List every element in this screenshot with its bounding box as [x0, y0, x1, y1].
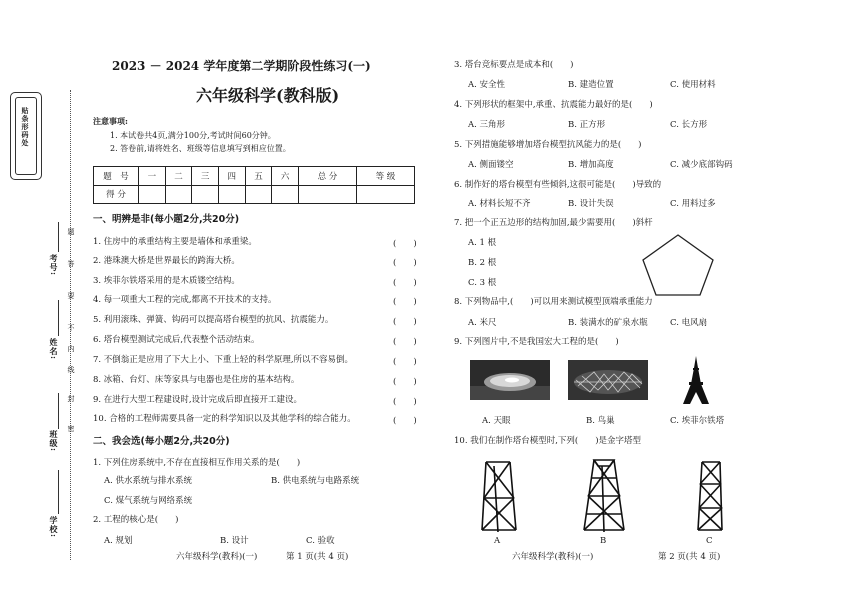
seal-word-5: 内 [67, 345, 75, 353]
r-q5-option-b[interactable]: B. 增加高度 [568, 160, 614, 170]
r-q3-option-b[interactable]: B. 建造位置 [568, 80, 614, 90]
s1-answer-5[interactable]: ( ) [393, 317, 417, 327]
score-cell[interactable] [192, 185, 219, 204]
s1-answer-2[interactable]: ( ) [393, 258, 417, 268]
r-q5-option-a[interactable]: A. 侧面镂空 [468, 160, 514, 170]
s1-question-5: 5. 利用滚珠、弹簧、钩码可以提高塔台模型的抗风、抗震能力。 [93, 315, 334, 325]
exam-no-line[interactable] [58, 222, 59, 252]
s1-answer-3[interactable]: ( ) [393, 278, 417, 288]
score-cell[interactable] [218, 185, 245, 204]
s2-q2-stem: 2. 工程的核心是( ) [93, 515, 179, 525]
s2-q1-option-b[interactable]: B. 供电系统与电路系统 [271, 476, 360, 486]
name-line[interactable] [58, 300, 59, 336]
s2-q1-stem: 1. 下列住房系统中,不存在直接相互作用关系的是( ) [93, 458, 301, 468]
exam-title: 2023 － 2024 学年度第二学期阶段性练习(一) [112, 59, 371, 73]
seal-word-2: 答 [67, 260, 75, 268]
r-q7-stem: 7. 把一个正五边形的结构加固,最少需要用( )斜杆 [454, 218, 653, 228]
exam-subtitle: 六年级科学(教科版) [196, 86, 340, 105]
s2-q2-option-b[interactable]: B. 设计 [220, 536, 249, 546]
seal-word-6: 线 [67, 366, 75, 374]
score-cell[interactable] [356, 185, 414, 204]
r-q3-option-c[interactable]: C. 使用材料 [670, 80, 716, 90]
eiffel-tower-photo [676, 354, 716, 406]
school-line[interactable] [58, 470, 59, 514]
r-q7-option-c[interactable]: C. 3 根 [468, 278, 497, 288]
seal-word-4: 不 [67, 324, 75, 332]
score-header-cell: 二 [165, 167, 192, 186]
s1-answer-7[interactable]: ( ) [393, 357, 417, 367]
r-q3-stem: 3. 塔台竞标要点是成本和( ) [454, 60, 574, 70]
s1-question-2: 2. 港珠澳大桥是世界最长的跨海大桥。 [93, 256, 240, 266]
r-q10-stem: 10. 我们在制作塔台模型时,下列( )是金字塔型 [454, 436, 642, 446]
r-q7-option-b[interactable]: B. 2 根 [468, 258, 497, 268]
s2-q1-option-c[interactable]: C. 煤气系统与网络系统 [104, 496, 193, 506]
s1-question-3: 3. 埃菲尔铁塔采用的是木质镂空结构。 [93, 276, 240, 286]
score-header-cell: 一 [139, 167, 166, 186]
r-q10-option-c[interactable]: C [706, 536, 713, 546]
s1-answer-8[interactable]: ( ) [393, 377, 417, 387]
s1-answer-6[interactable]: ( ) [393, 337, 417, 347]
r-q6-option-b[interactable]: B. 设计失误 [568, 199, 614, 209]
r-q9-option-a[interactable]: A. 天眼 [482, 416, 511, 426]
barcode-label: 贴条形码处 [21, 107, 30, 147]
score-header-cell: 五 [245, 167, 272, 186]
s1-answer-9[interactable]: ( ) [393, 397, 417, 407]
score-header-cell: 等 级 [356, 167, 414, 186]
score-header-cell: 总 分 [298, 167, 356, 186]
score-cell[interactable] [139, 185, 166, 204]
s1-question-7: 7. 不倒翁正是应用了下大上小、下重上轻的科学原理,所以不容易倒。 [93, 355, 354, 365]
r-q4-stem: 4. 下列形状的框架中,承重、抗震能力最好的是( ) [454, 100, 653, 110]
birds-nest-photo [568, 360, 648, 400]
r-q5-option-c[interactable]: C. 减少底部钩码 [670, 160, 733, 170]
sky-eye-photo [470, 360, 550, 400]
exam-no-label: 考号: [49, 254, 59, 276]
pentagon-figure [640, 232, 716, 298]
notes-heading: 注意事项: [93, 116, 128, 126]
seal-word-8: 密 [67, 425, 75, 433]
s2-q2-option-a[interactable]: A. 规划 [104, 536, 133, 546]
s1-answer-1[interactable]: ( ) [393, 239, 417, 249]
tower-model-b [580, 456, 626, 536]
r-q6-option-a[interactable]: A. 材料长短不齐 [468, 199, 531, 209]
score-header-cell: 题 号 [94, 167, 139, 186]
r-q6-option-c[interactable]: C. 用料过多 [670, 199, 716, 209]
score-cell[interactable] [165, 185, 192, 204]
notes-item-1: 1. 本试卷共4页,满分100分,考试时间60分钟。 [110, 131, 276, 140]
s1-question-4: 4. 每一项重大工程的完成,都离不开技术的支持。 [93, 295, 277, 305]
s1-question-8: 8. 冰箱、台灯、床等家具与电器也是住房的基本结构。 [93, 375, 300, 385]
score-row-label: 得 分 [94, 185, 139, 204]
r-q9-stem: 9. 下列图片中,不是我国宏大工程的是( ) [454, 337, 619, 347]
barcode-box [10, 92, 42, 180]
s1-question-1: 1. 住房中的承重结构主要是墙体和承重梁。 [93, 237, 257, 247]
r-q8-option-c[interactable]: C. 电风扇 [670, 318, 708, 328]
r-q3-option-a[interactable]: A. 安全性 [468, 80, 506, 90]
r-q6-stem: 6. 制作好的塔台模型有些倾斜,这很可能是( )导致的 [454, 180, 662, 190]
footer-left-name: 六年级科学(教科)(一) [176, 552, 258, 562]
r-q8-option-a[interactable]: A. 米尺 [468, 318, 497, 328]
s2-q1-option-a[interactable]: A. 供水系统与排水系统 [104, 476, 193, 486]
seal-word-3: 要 [67, 292, 75, 300]
tower-model-c [694, 458, 726, 534]
class-line[interactable] [58, 393, 59, 429]
s1-answer-10[interactable]: ( ) [393, 416, 417, 426]
class-label: 班级: [49, 430, 59, 452]
s1-question-6: 6. 塔台模型测试完成后,代表整个活动结束。 [93, 335, 260, 345]
r-q4-option-a[interactable]: A. 三角形 [468, 120, 506, 130]
r-q4-option-b[interactable]: B. 正方形 [568, 120, 606, 130]
seal-word-7: 封 [67, 395, 75, 403]
footer-left-page: 第 1 页(共 4 页) [286, 552, 349, 562]
s1-question-9: 9. 在进行大型工程建设时,设计完成后即直接开工建设。 [93, 395, 303, 405]
s2-q2-option-c[interactable]: C. 验收 [306, 536, 335, 546]
score-header-cell: 三 [192, 167, 219, 186]
score-cell[interactable] [298, 185, 356, 204]
r-q4-option-c[interactable]: C. 长方形 [670, 120, 708, 130]
name-label: 姓名: [49, 338, 59, 360]
r-q8-stem: 8. 下列物品中,( )可以用来测试模型顶端承重能力 [454, 297, 653, 307]
footer-right-page: 第 2 页(共 4 页) [658, 552, 721, 562]
s1-question-10: 10. 合格的工程师需要具备一定的科学知识以及其他学科的综合能力。 [93, 414, 356, 424]
r-q9-option-b[interactable]: B. 鸟巢 [586, 416, 615, 426]
tower-model-a [476, 458, 520, 534]
footer-right-name: 六年级科学(教科)(一) [512, 552, 594, 562]
section1-title: 一、明辨是非(每小题2分,共20分) [93, 214, 240, 225]
r-q9-option-c[interactable]: C. 埃菲尔铁塔 [670, 416, 725, 426]
r-q10-option-b[interactable]: B [600, 536, 607, 546]
seal-word-1: 题 [67, 228, 75, 236]
r-q8-option-b[interactable]: B. 装满水的矿泉水瓶 [568, 318, 648, 328]
r-q7-option-a[interactable]: A. 1 根 [468, 238, 497, 248]
section2-title: 二、我会选(每小题2分,共20分) [93, 436, 230, 447]
score-table [93, 166, 415, 204]
school-label: 学校: [49, 516, 59, 538]
r-q10-option-a[interactable]: A [494, 536, 501, 546]
notes-item-2: 2. 答卷前,请将姓名、班级等信息填写到相应位置。 [110, 144, 291, 153]
score-cell[interactable] [272, 185, 299, 204]
score-header-cell: 六 [272, 167, 299, 186]
r-q5-stem: 5. 下列措施能够增加塔台模型抗风能力的是( ) [454, 140, 642, 150]
score-cell[interactable] [245, 185, 272, 204]
s1-answer-4[interactable]: ( ) [393, 297, 417, 307]
score-header-cell: 四 [218, 167, 245, 186]
